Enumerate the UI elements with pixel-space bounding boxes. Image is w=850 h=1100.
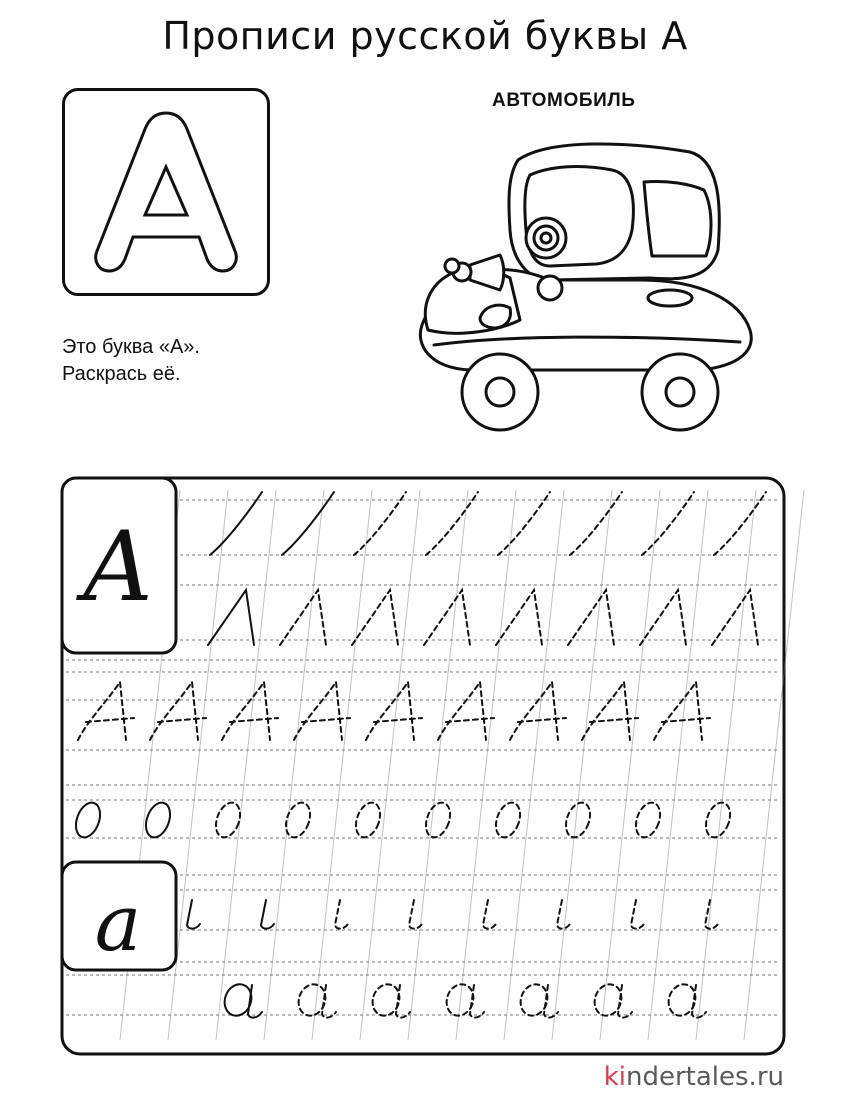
- uppercase-sample-letter: A: [83, 511, 153, 623]
- site-footer: [604, 1062, 784, 1092]
- picture-word-first-letter: А: [492, 90, 507, 111]
- site-name-rest: ndertales.ru: [626, 1062, 784, 1092]
- lowercase-sample-letter: a: [94, 879, 142, 969]
- picture-word-rest: ВТОМОБИЛЬ: [506, 90, 636, 111]
- site-name-accent: ki: [603, 1062, 626, 1092]
- instruction-line-1: Это буква «А».: [62, 336, 200, 358]
- page-title: Прописи русской буквы А: [162, 14, 688, 58]
- instruction-line-2: Раскрась её.: [62, 363, 181, 385]
